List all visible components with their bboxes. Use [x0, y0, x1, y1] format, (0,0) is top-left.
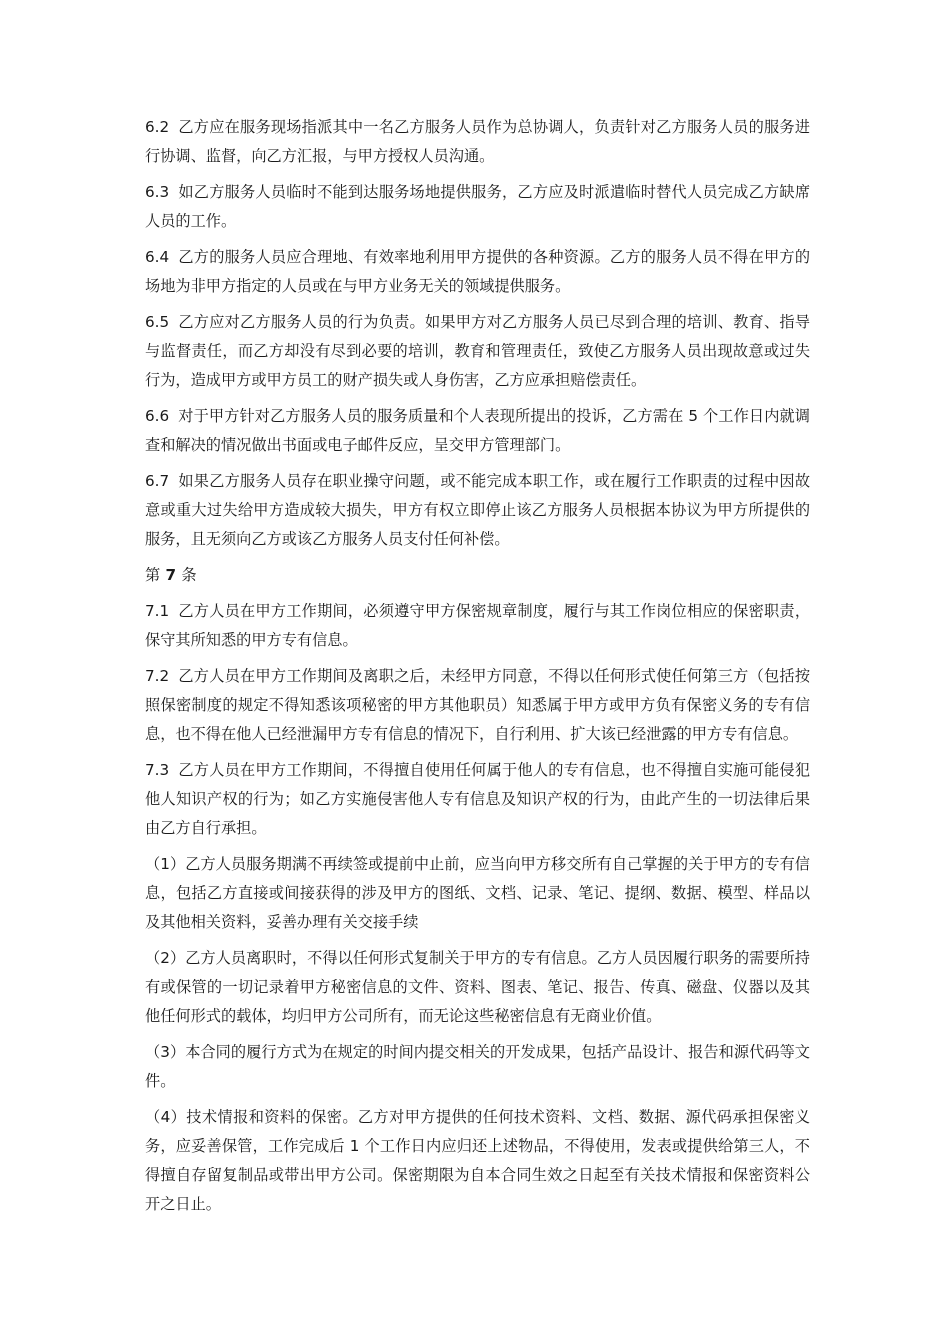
- clause-text: 乙方应在服务现场指派其中一名乙方服务人员作为总协调人，负责针对乙方服务人员的服务进行协调、监督，向乙方汇报，与甲方授权人员沟通。: [145, 118, 810, 165]
- clause-number: 6.3: [145, 183, 170, 201]
- clause-text: 如乙方服务人员临时不能到达服务场地提供服务，乙方应及时派遣临时替代人员完成乙方缺席人员的工作。: [145, 183, 810, 230]
- clause-number: 7.1: [145, 602, 170, 620]
- clause-number: 6.6: [145, 407, 170, 425]
- clause-number: 6.4: [145, 248, 170, 266]
- clause-text: 乙方人员在甲方工作期间及离职之后，未经甲方同意，不得以任何形式使任何第三方（包括按照保密制度的规定不得知悉该项秘密的甲方其他职员）知悉属于甲方或甲方负有保密义务的专有信息，也不得在他人已经泄漏甲方专有信息的情况下，自行利用、扩大该已经泄露的甲方专有信息。: [145, 667, 810, 743]
- clause-7-2: [145, 662, 810, 749]
- article-prefix: 第: [145, 566, 161, 584]
- clause-6-2: [145, 113, 810, 171]
- clause-7-1: [145, 597, 810, 655]
- clause-number: 6.7: [145, 472, 170, 490]
- clause-text: 乙方人员在甲方工作期间，必须遵守甲方保密规章制度，履行与其工作岗位相应的保密职责，保守其所知悉的甲方专有信息。: [145, 602, 810, 649]
- subitem-label: （4）: [145, 1108, 187, 1126]
- article-suffix: 条: [181, 566, 197, 584]
- subitem-text: 乙方人员服务期满不再续签或提前中止前，应当向甲方移交所有自己掌握的关于甲方的专有信息，包括乙方直接或间接获得的涉及甲方的图纸、文档、记录、笔记、提纲、数据、模型、样品以及其他相关资料，妥善办理有关交接手续: [145, 855, 810, 931]
- clause-text: 乙方应对乙方服务人员的行为负责。如果甲方对乙方服务人员已尽到合理的培训、教育、指导与监督责任，而乙方却没有尽到必要的培训，教育和管理责任，致使乙方服务人员出现故意或过失行为，造成甲方或甲方员工的财产损失或人身伤害，乙方应承担赔偿责任。: [145, 313, 810, 389]
- clause-number: 7.3: [145, 761, 170, 779]
- clause-7-3: [145, 756, 810, 843]
- clause-6-4: [145, 243, 810, 301]
- clause-number: 6.5: [145, 313, 170, 331]
- clause-6-6: [145, 402, 810, 460]
- article-7-heading: [145, 561, 810, 590]
- subitem-label: （2）: [145, 949, 186, 967]
- clause-number: 7.2: [145, 667, 170, 685]
- clause-text: 乙方人员在甲方工作期间，不得擅自使用任何属于他人的专有信息，也不得擅自实施可能侵犯他人知识产权的行为；如乙方实施侵害他人专有信息及知识产权的行为，由此产生的一切法律后果由乙方自行承担。: [145, 761, 810, 837]
- clause-6-5: [145, 308, 810, 395]
- subitem-label: （1）: [145, 855, 186, 873]
- subitem-4: [145, 1103, 810, 1219]
- clause-text: 如果乙方服务人员存在职业操守问题，或不能完成本职工作，或在履行工作职责的过程中因故意或重大过失给甲方造成较大损失，甲方有权立即停止该乙方服务人员根据本协议为甲方所提供的服务，且无须向乙方或该乙方服务人员支付任何补偿。: [145, 472, 810, 548]
- subitem-1: [145, 850, 810, 937]
- subitem-2: [145, 944, 810, 1031]
- clause-6-3: [145, 178, 810, 236]
- subitem-3: [145, 1038, 810, 1096]
- clause-6-7: [145, 467, 810, 554]
- article-number: 7: [165, 566, 177, 584]
- subitem-label: （3）: [145, 1043, 186, 1061]
- clause-text: 乙方的服务人员应合理地、有效率地利用甲方提供的各种资源。乙方的服务人员不得在甲方的场地为非甲方指定的人员或在与甲方业务无关的领域提供服务。: [145, 248, 810, 295]
- subitem-text: 技术情报和资料的保密。乙方对甲方提供的任何技术资料、文档、数据、源代码承担保密义务，应妥善保管，工作完成后 1 个工作日内应归还上述物品，不得使用，发表或提供给第三人，不得擅自存留复制品或带出甲方公司。保密期限为自本合同生效之日起至有关技术情报和保密资料公开之日止。: [145, 1108, 811, 1213]
- clause-number: 6.2: [145, 118, 170, 136]
- subitem-text: 本合同的履行方式为在规定的时间内提交相关的开发成果，包括产品设计、报告和源代码等文件。: [145, 1043, 810, 1090]
- clause-text: 对于甲方针对乙方服务人员的服务质量和个人表现所提出的投诉，乙方需在 5 个工作日内就调查和解决的情况做出书面或电子邮件反应，呈交甲方管理部门。: [145, 407, 810, 454]
- subitem-text: 乙方人员离职时，不得以任何形式复制关于甲方的专有信息。乙方人员因履行职务的需要所持有或保管的一切记录着甲方秘密信息的文件、资料、图表、笔记、报告、传真、磁盘、仪器以及其他任何形式的载体，均归甲方公司所有，而无论这些秘密信息有无商业价值。: [145, 949, 810, 1025]
